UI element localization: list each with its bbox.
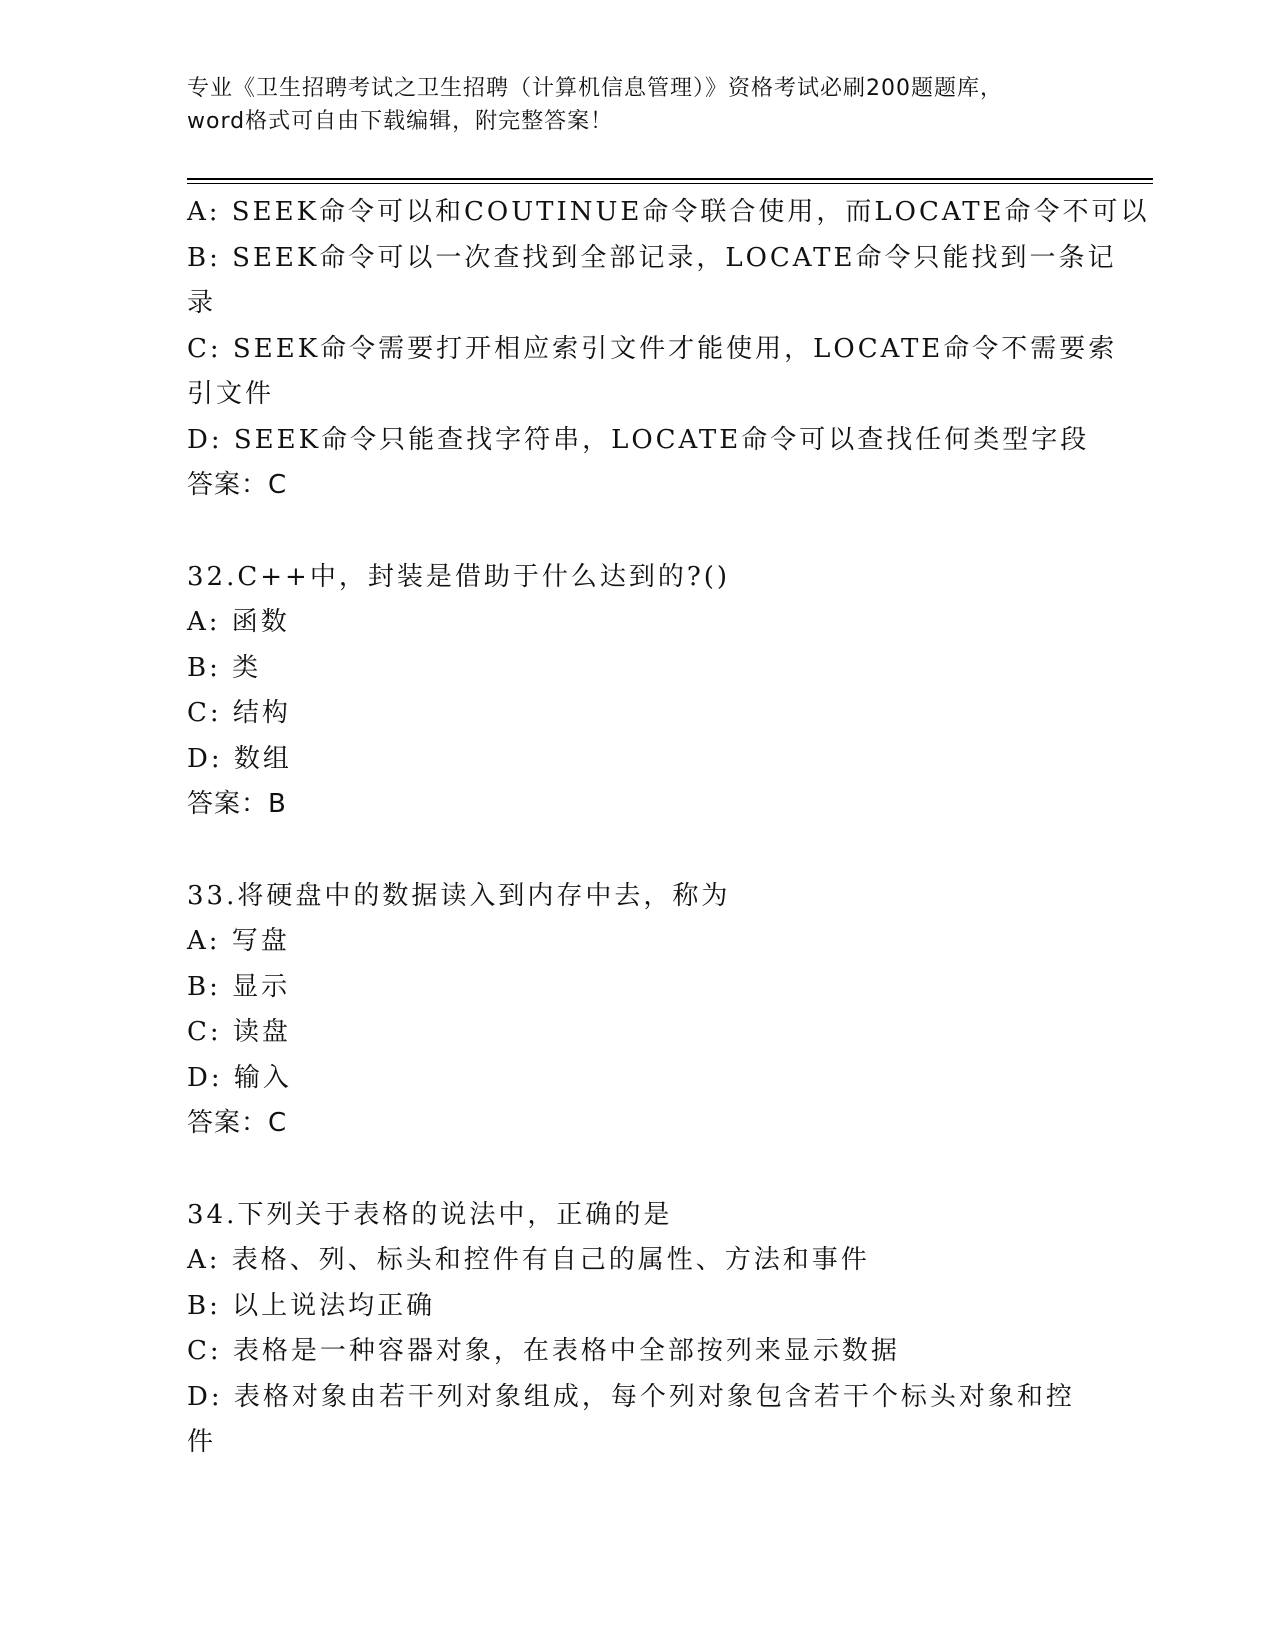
q34-option-d-line1: D: 表格对象由若干列对象组成，每个列对象包含若干个标头对象和控 [187,1381,1075,1412]
q31-answer: 答案：C [187,470,288,500]
q33-option-a: A: 写盘 [187,926,290,956]
q33-option-d: D: 输入 [187,1062,292,1093]
q31-option-a: A: SEEK命令可以和COUTINUE命令联合使用，而LOCATE命令不可以 [187,197,1150,227]
question-33-block [187,874,1087,1147]
q32-answer: 答案：B [187,789,287,819]
q33-option-b: B: 显示 [187,971,291,1002]
q31-option-c-line1: C: SEEK命令需要打开相应索引文件才能使用，LOCATE命令不需要索 [187,333,1118,364]
document-header [187,72,1087,138]
q32-option-b: B: 类 [187,652,262,683]
question-list [187,190,1150,1466]
header-divider-thin [187,183,1153,184]
header-divider [187,178,1153,180]
q32-option-a: A: 函数 [187,607,290,637]
q32-option-c: C: 结构 [187,698,291,728]
q33-answer: 答案：C [187,1108,288,1138]
q34-option-b: B: 以上说法均正确 [187,1290,436,1321]
q34-option-a: A: 表格、列、标头和控件有自己的属性、方法和事件 [187,1245,870,1275]
question-31-block [187,190,1150,509]
q31-option-d: D: SEEK命令只能查找字符串，LOCATE命令可以查找任何类型字段 [187,424,1090,455]
q34-option-c: C: 表格是一种容器对象，在表格中全部按列来显示数据 [187,1336,900,1366]
q34-question: 34.下列关于表格的说法中，正确的是 [187,1199,673,1230]
q34-option-d-line2: 件 [187,1427,217,1457]
header-line-1: 专业《卫生招聘考试之卫生招聘（计算机信息管理）》资格考试必刷200题题库， [187,76,1003,101]
spacer [187,509,1087,555]
spacer [187,828,1087,874]
spacer [187,1147,1087,1193]
q31-option-b-line1: B: SEEK命令可以一次查找到全部记录，LOCATE命令只能找到一条记 [187,242,1117,273]
q33-option-c: C: 读盘 [187,1017,291,1047]
q31-option-c-line2: 引文件 [187,379,275,409]
question-32-block [187,555,1087,828]
q33-question: 33.将硬盘中的数据读入到内存中去，称为 [187,880,731,911]
q31-option-b-line2: 录 [187,288,217,318]
q32-question: 32.C++中，封装是借助于什么达到的?() [187,561,731,592]
question-34-block [187,1193,1087,1466]
header-line-2: word格式可自由下载编辑，附完整答案！ [187,109,614,134]
q32-option-d: D: 数组 [187,743,292,774]
